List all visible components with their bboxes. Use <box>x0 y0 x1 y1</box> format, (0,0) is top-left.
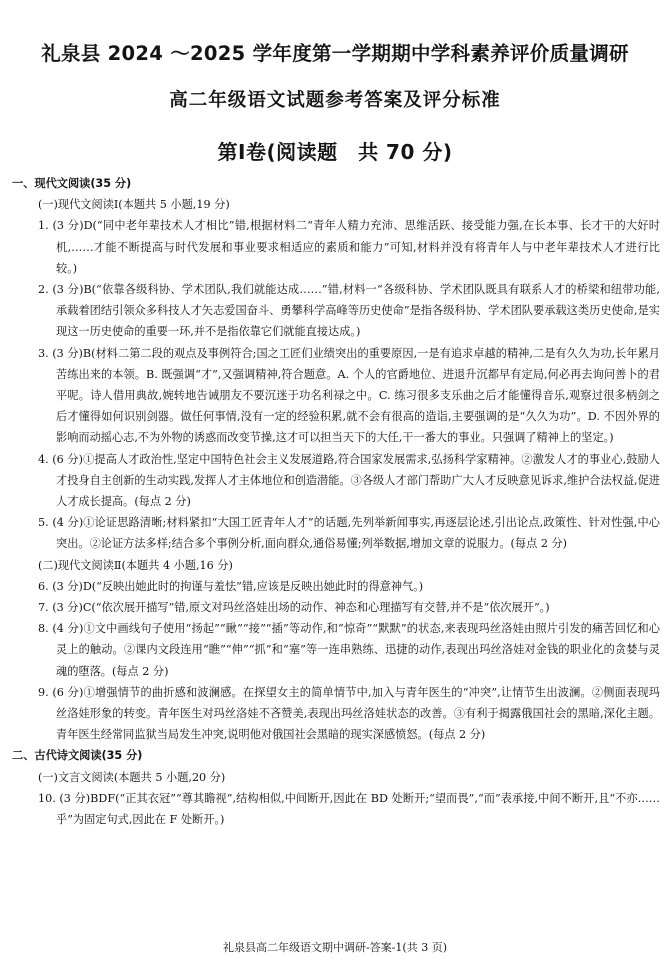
answer-text: 2. (3 分)B(“依靠各级科协、学术团队,我们就能达成……”错,材料一“各级科协、学术团队既具有联系人才的桥梁和纽带功能,承载着团结引领众多科技人才矢志爱国奋斗、勇攀科学高峰等历史使命”是指各级科协、学术团队要承载这类历史使命,是实现这一历史使命的重要一环,并不是指依靠它们就能直接达成。) <box>38 283 660 339</box>
answer-text: 1. (3 分)D(“同中老年辈技术人才相比”错,根据材料二“青年人精力充沛、思维活跃、接受能力强,在长本事、长才干的大好时机,……才能不断提高与时代发展和事业要求相适应的素质和能力”可知,材料并没有将青年人与中老年辈技术人才进行比较。) <box>38 219 660 275</box>
answer-item-1 <box>12 215 660 279</box>
part-title: 第Ⅰ卷(阅读题 共 70 分) <box>217 140 453 164</box>
answer-item-9 <box>12 682 660 746</box>
answer-text: 6. (3 分)D(“反映出她此时的拘谨与羞怯”错,应该是反映出她此时的得意神气。) <box>38 579 424 593</box>
answer-item-6 <box>12 576 660 597</box>
answer-body <box>12 173 660 830</box>
answer-text: 9. (6 分)①增强情节的曲折感和波澜感。在探望女主的简单情节中,加入与青年医生的“冲突”,让情节生出波澜。②侧面表现玛丝洛娃形象的转变。青年医生对玛丝洛娃不吝赞美,表现出玛丝洛娃状态的改善。③有利于揭露俄国社会的黑暗,深化主题。青年医生经常同监狱当局发生冲突,说明他对俄国社会黑暗的现实深感愤怒。(每点 2 分) <box>38 685 660 742</box>
answer-text: 7. (3 分)C(“依次展开描写”错,原文对玛丝洛娃出场的动作、神态和心理描写有交替,并不是“依次展开”。) <box>38 601 550 615</box>
document-title: 礼泉县 2024 ～2025 学年度第一学期期中学科素养评价质量调研 <box>41 42 629 65</box>
answer-item-3 <box>12 343 660 449</box>
answer-item-5 <box>12 512 660 554</box>
section-heading-classical-reading: 二、古代诗文阅读(35 分) <box>12 749 143 763</box>
answer-item-10 <box>12 788 660 830</box>
answer-text: 10. (3 分)BDF(“正其衣冠”“尊其瞻视”,结构相似,中间断开,因此在 BD 处断开;“望而畏”,“而”表承接,中间不断开,且“不亦……乎”为固定句式,因此在 F 处断开。) <box>38 791 660 827</box>
answer-item-7 <box>12 597 660 618</box>
answer-item-4 <box>12 449 660 513</box>
page-footer: 礼泉县高二年级语文期中调研-答案-1(共 3 页) <box>222 941 447 954</box>
answer-text: 5. (4 分)①论证思路清晰;材料紧扣“大国工匠青年人才”的话题,先列举新闻事实,再逐层论述,引出论点,政策性、针对性强,中心突出。②论证方法多样;结合多个事例分析,面向群众,通俗易懂;列举数据,增加文章的说服力。(每点 2 分) <box>38 516 660 551</box>
section-heading-modern-reading: 一、现代文阅读(35 分) <box>12 177 132 190</box>
answer-item-2 <box>12 279 660 343</box>
answer-text: 3. (3 分)B(材料二第二段的观点及事例符合;国之工匠们业绩突出的重要原因,一是有追求卓越的精神,二是有久久为功,长年累月苦练出来的本领。B. 既强调“才”,又强调精神,符合题意。A. 个人的官爵地位、进退升沉都早有定局,何必再去询问善卜的君平呢。诗人借用典故,婉转地告诫朋友不要沉迷于功名利禄之中。C. 练习很多支乐曲之后才能懂得音乐,观察过很多柄剑之后才懂得如何识别剑器。做任何事情,没有一定的经验积累,就不会有很高的造诣,主要强调的是“久久为功”。D. 不因外界的影响而动摇心志,不为外物的诱惑而改变节操,这才可以担当天下的大任,干一番大的事业。只强调了精神上的坚定。) <box>38 346 660 445</box>
subsection-heading-modern-reading-1: (一)现代文阅读Ⅰ(本题共 5 小题,19 分) <box>38 198 230 212</box>
subsection-heading-classical-prose: (一)文言文阅读(本题共 5 小题,20 分) <box>38 770 226 784</box>
answer-item-8 <box>12 618 660 682</box>
answer-text: 8. (4 分)①文中画线句子使用“扬起”“瞅”“接”“插”等动作,和“惊奇”“默默”的状态,来表现玛丝洛娃由照片引发的痛苦回忆和心灵上的触动。②课内文段连用“瞧”“伸”“抓”和“塞”等一连串熟练、迅捷的动作,表现出玛丝洛娃对金钱的职业化的贪婪与灵魂的堕落。(每点 2 分) <box>38 622 660 678</box>
document-subtitle: 高二年级语文试题参考答案及评分标准 <box>169 90 501 111</box>
answer-text: 4. (6 分)①提高人才政治性,坚定中国特色社会主义发展道路,符合国家发展需求,弘扬科学家精神。②激发人才的事业心,鼓励人才投身自主创新的生动实践,发挥人才主体地位和创造潜能。③各级人才部门帮助广大人才反映意见诉求,维护合法权益,促进人才成长提高。(每点 2 分) <box>38 452 660 509</box>
subsection-heading-modern-reading-2: (二)现代文阅读Ⅱ(本题共 4 小题,16 分) <box>38 558 233 572</box>
